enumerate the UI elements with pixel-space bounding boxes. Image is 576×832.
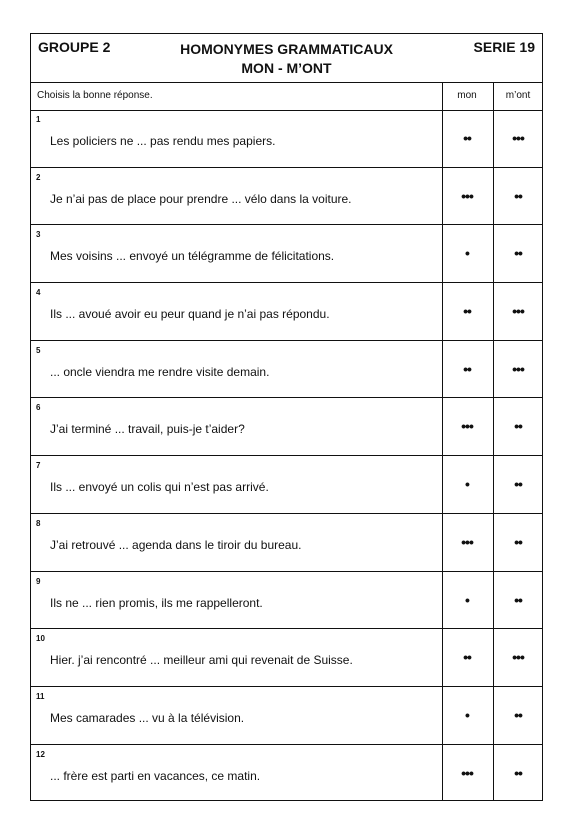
answer-mon-dots[interactable]: • (465, 476, 469, 493)
item-number: 3 (36, 230, 41, 240)
answer-mont-dots[interactable]: •• (514, 187, 522, 204)
answer-mon-dots[interactable]: •• (463, 130, 471, 146)
exercise-row (31, 456, 542, 514)
exercise-row (31, 398, 542, 456)
answer-mon-dots[interactable]: • (465, 591, 469, 608)
instruction-text: Choisis la bonne réponse. (37, 90, 153, 101)
answer-mont-dots[interactable]: ••• (512, 303, 524, 320)
answer-mont-dots[interactable]: •• (514, 764, 522, 781)
answer-mon-dots[interactable]: ••• (461, 187, 473, 204)
item-sentence: Je n’ai pas de place pour prendre ... vélo dans la voiture. (50, 191, 352, 206)
item-sentence: Ils ... avoué avoir eu peur quand je n’ai pas répondu. (50, 307, 330, 322)
answer-mont-dots[interactable]: •• (514, 706, 522, 723)
item-number: 12 (36, 749, 45, 759)
answer-mont-dots[interactable]: ••• (512, 360, 524, 377)
item-sentence: ... oncle viendra me rendre visite demain. (50, 364, 270, 379)
exercise-row (31, 629, 542, 687)
item-sentence: J’ai retrouvé ... agenda dans le tiroir du bureau. (50, 537, 302, 552)
title-line-1: HOMONYMES GRAMMATICAUX (180, 41, 393, 57)
exercise-row (31, 225, 542, 283)
answer-mon-dots[interactable]: ••• (461, 533, 473, 550)
exercise-row (31, 572, 542, 630)
item-sentence: Mes camarades ... vu à la télévision. (50, 710, 245, 725)
item-number: 2 (36, 172, 41, 182)
exercise-row (31, 745, 542, 803)
item-sentence: Hier. j’ai rencontré ... meilleur ami qui revenait de Suisse. (50, 653, 353, 668)
answer-mont-dots[interactable]: •• (514, 476, 522, 493)
answer-mon-dots[interactable]: ••• (461, 418, 473, 435)
exercise-row (31, 514, 542, 572)
item-sentence: J’ai terminé ... travail, puis-je t’aider? (50, 422, 245, 437)
item-number: 11 (36, 691, 45, 701)
exercise-list (31, 110, 542, 802)
answer-mont-dots[interactable]: ••• (512, 130, 524, 146)
answer-mon-dots[interactable]: •• (463, 303, 471, 320)
exercise-row (31, 110, 542, 168)
item-sentence: ... frère est parti en vacances, ce matin. (50, 768, 261, 783)
item-number: 10 (36, 634, 45, 644)
title-line-2: MON - M’ONT (241, 60, 332, 76)
item-number: 8 (36, 518, 41, 528)
item-sentence: Ils ... envoyé un colis qui n’est pas arrivé. (50, 480, 269, 495)
worksheet (30, 33, 543, 801)
answer-mont-dots[interactable]: •• (514, 418, 522, 435)
answer-mont-dots[interactable]: •• (514, 533, 522, 550)
instruction-row (31, 82, 542, 111)
exercise-row (31, 341, 542, 399)
item-sentence: Mes voisins ... envoyé un télégramme de félicitations. (50, 249, 335, 264)
answer-mon-dots[interactable]: • (465, 245, 469, 262)
exercise-row (31, 283, 542, 341)
item-number: 9 (36, 576, 41, 586)
item-number: 4 (36, 288, 41, 298)
item-sentence: Les policiers ne ... pas rendu mes papiers. (50, 134, 276, 148)
page-title (31, 40, 542, 78)
item-sentence: Ils ne ... rien promis, ils me rappelleront. (50, 595, 263, 610)
exercise-row (31, 687, 542, 745)
item-number: 5 (36, 345, 41, 355)
answer-mon-dots[interactable]: •• (463, 649, 471, 666)
answer-mont-dots[interactable]: ••• (512, 649, 524, 666)
item-number: 6 (36, 403, 41, 413)
answer-mont-dots[interactable]: •• (514, 591, 522, 608)
column-header-mon: mon (457, 90, 477, 101)
column-header-mont: m’ont (505, 90, 531, 101)
answer-mont-dots[interactable]: •• (514, 245, 522, 262)
series-label: SERIE 19 (473, 39, 535, 55)
item-number: 1 (36, 115, 41, 124)
answer-mon-dots[interactable]: ••• (461, 764, 473, 781)
answer-mon-dots[interactable]: • (465, 706, 469, 723)
exercise-row (31, 168, 542, 226)
worksheet-header (31, 34, 542, 83)
group-label: GROUPE 2 (38, 39, 111, 55)
answer-mon-dots[interactable]: •• (463, 360, 471, 377)
item-number: 7 (36, 461, 41, 471)
